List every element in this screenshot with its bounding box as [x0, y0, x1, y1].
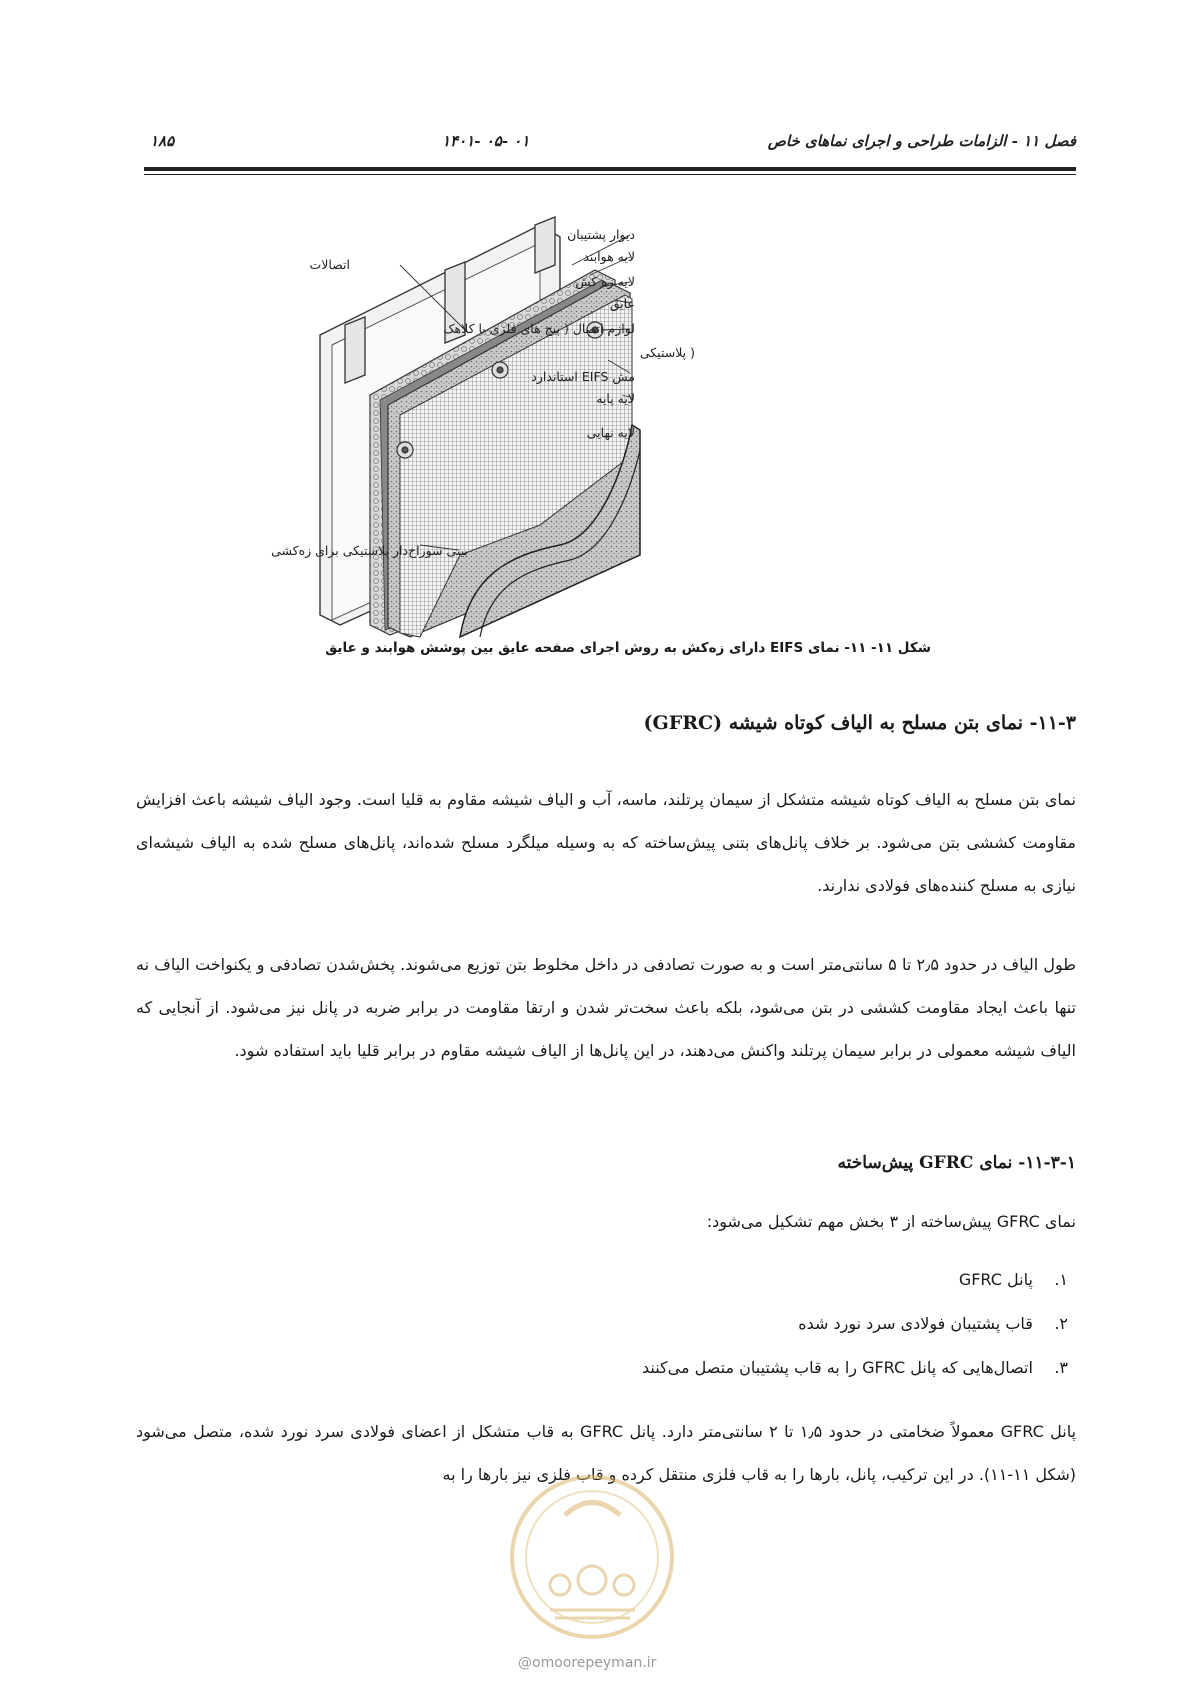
watermark-seal [505, 1470, 680, 1645]
subsection-intro: نمای GFRC پیش‌ساخته از ۳ بخش مهم تشکیل می‌شود: [706, 1212, 1076, 1231]
header-date: ۰۱ -۰۵ -۱۴۰۱ [442, 132, 530, 150]
label-connections: اتصالات [309, 257, 350, 272]
list-item: ۲. قاب پشتیبان فولادی سرد نورد شده [798, 1314, 1068, 1333]
label-air-barrier: لایه هوابند [583, 249, 635, 264]
figure-caption: شکل ۱۱- ۱۱- نمای EIFS دارای زه‌کش به روش اجرای صفحه عایق بین پوشش هوابند و عایق [325, 640, 931, 656]
label-insulation: عایق [609, 296, 635, 311]
label-finish-coat: لایه نهایی [586, 425, 635, 440]
label-drain-track: بینی سوراخ‌دار پلاستیکی برای زه‌کشی [271, 543, 468, 558]
subsection-heading: ۱۱-۳-۱- نمای GFRC پیش‌ساخته [837, 1153, 1076, 1173]
paragraph-gfrc-intro: نمای بتن مسلح به الیاف کوتاه شیشه متشکل از سیمان پرتلند، ماسه، آب و الیاف شیشه مقاوم به قلیا است. وجود الیاف شیشه باعث افزایش مقاومت کششی بتن می‌شود. بر خلاف پانل‌های بتنی پیش‌ساخته که به وسیله میلگرد مسلح شده‌اند، پانل‌های مسلح شده به الیاف شیشه‌ای نیازی به مسلح کننده‌های فولادی ندارند. [136, 790, 1076, 895]
list-item: ۱. پانل GFRC [958, 1270, 1068, 1289]
label-backing-wall: دیوار پشتیبان [567, 227, 635, 242]
component-list [642, 1258, 1076, 1390]
paragraph-panel-thickness: پانل GFRC معمولاً ضخامتی در حدود ۱٫۵ تا ۲ سانتی‌متر دارد. پانل GFRC به قاب متشکل از اعضای فولادی سرد نورد شده، متصل می‌شود (شکل ۱۱-۱۱). در این ترکیب، پانل، بارها را به قاب فلزی منتقل کرده و قاب فلزی نیز بارها را به [136, 1422, 1077, 1484]
label-fasteners: لوازم اتصال ( پیچ های فلزی با کلاهک [443, 321, 635, 336]
eifs-wall-diagram [271, 225, 920, 630]
label-drainage-layer: لایه زه کش [575, 274, 635, 289]
section-heading: ۱۱-۳- نمای بتن مسلح به الیاف کوتاه شیشه (GFRC) [643, 712, 1076, 734]
header-rule-thick [144, 167, 1076, 171]
paragraph-fiber-length: طول الیاف در حدود ۲٫۵ تا ۵ سانتی‌متر است و به صورت تصادفی در داخل مخلوط بتن توزیع می‌شوند. پخش‌شدن تصادفی و یکنواخت الیاف نه تنها باعث ایجاد مقاومت کششی در بتن می‌شود، بلکه باعث سخت‌تر شدن و ارتقا مقاومت در برابر ضربه در پانل نیز می‌شود. از آنجایی که الیاف شیشه معمولی در برابر سیمان پرتلند واکنش می‌دهند، در این پانل‌ها از الیاف شیشه مقاوم در برابر قلیا باید استفاده شود. [136, 955, 1077, 1060]
label-fasteners-2: ( پلاستیکی [639, 345, 695, 360]
chapter-title: فصل ۱۱ - الزامات طراحی و اجرای نماهای خاص [767, 132, 1076, 150]
page-number: ۱۸۵ [150, 132, 175, 150]
label-mesh: مش EIFS استاندارد [531, 369, 635, 384]
list-item: ۳. اتصال‌هایی که پانل GFRC را به قاب پشتیبان متصل می‌کنند [641, 1358, 1068, 1377]
label-base-coat: لایه پایه [596, 391, 635, 406]
header-rule-thin [144, 174, 1076, 175]
watermark-url: @omoorepeyman.ir [518, 1655, 657, 1671]
